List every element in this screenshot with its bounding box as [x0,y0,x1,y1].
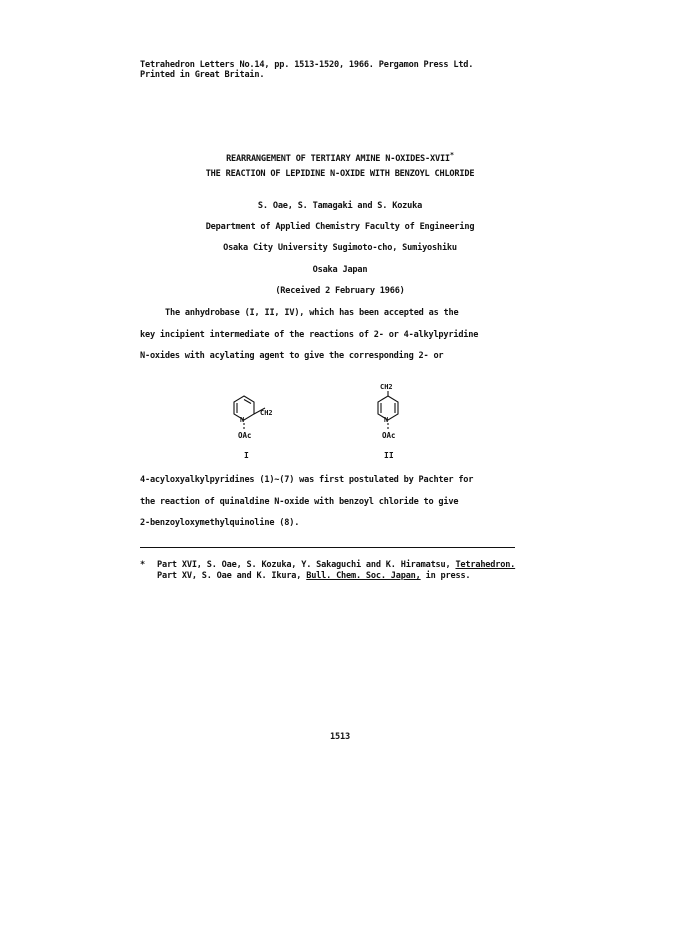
structure-I-label: I [244,451,249,460]
body-line-2: key incipient intermediate of the reactions of 2- or 4-alkylpyridine [140,330,479,340]
affiliation-line-3: Osaka Japan [312,265,368,275]
footnote-journal-tetrahedron: Tetrahedron. [455,560,516,570]
affiliation-line-2: Osaka City University Sugimoto-cho, Sumiyoshiku [223,243,457,253]
body-line-6: 2-benzoyloxymethylquinoline (8). [140,518,300,528]
journal-header-line-2: Printed in Great Britain. [140,70,265,80]
structure-II-ch2: CH2 [380,383,393,391]
journal-header-line-1: Tetrahedron Letters No.14, pp. 1513-1520, 1966. Pergamon Press Ltd. [140,60,474,70]
title-footnote-mark: * [449,151,454,159]
footnote-divider [140,547,515,548]
structure-I-n: N [240,416,245,424]
footnote-line-1-text: Part XVI, S. Oae, S. Kozuka, Y. Sakaguchi and K. Hiramatsu, [157,560,451,570]
footnote-line-2 [157,571,470,581]
structure-II-label: II [384,451,394,460]
footnote-line-2-text: Part XV, S. Oae and K. Ikura, [157,571,302,581]
structure-II-n: N [384,416,389,424]
paper-title-line-2: THE REACTION OF LEPIDINE N-OXIDE WITH BENZOYL CHLORIDE [205,169,475,179]
page-number: 1513 [330,732,350,742]
structure-II-diagram [360,382,440,462]
footnote-journal-bcsj: Bull. Chem. Soc. Japan, [306,571,421,581]
paper-title-line-1 [0,151,680,164]
body-line-1: The anhydrobase (I, II, IV), which has been accepted as the [165,308,459,318]
affiliation-line-1: Department of Applied Chemistry Faculty of Engineering [205,222,475,232]
body-line-3: N-oxides with acylating agent to give the corresponding 2- or [140,351,444,361]
footnote-line-1 [157,560,515,570]
authors: S. Oae, S. Tamagaki and S. Kozuka [257,201,423,211]
footnote-marker: * [140,560,145,570]
received-date: (Received 2 February 1966) [275,286,405,296]
structure-I-diagram [220,382,300,462]
body-line-5: the reaction of quinaldine N-oxide with benzoyl chloride to give [140,497,459,507]
title-text: REARRANGEMENT OF TERTIARY AMINE N-OXIDES-XVII [226,153,450,164]
footnote-line-2-status: in press. [425,571,471,581]
structure-I-ch2: CH2 [260,409,273,417]
structure-I-oac: OAc [238,431,252,440]
body-line-4: 4-acyloxyalkylpyridines (1)~(7) was first postulated by Pachter for [140,475,474,485]
structure-II-oac: OAc [382,431,396,440]
